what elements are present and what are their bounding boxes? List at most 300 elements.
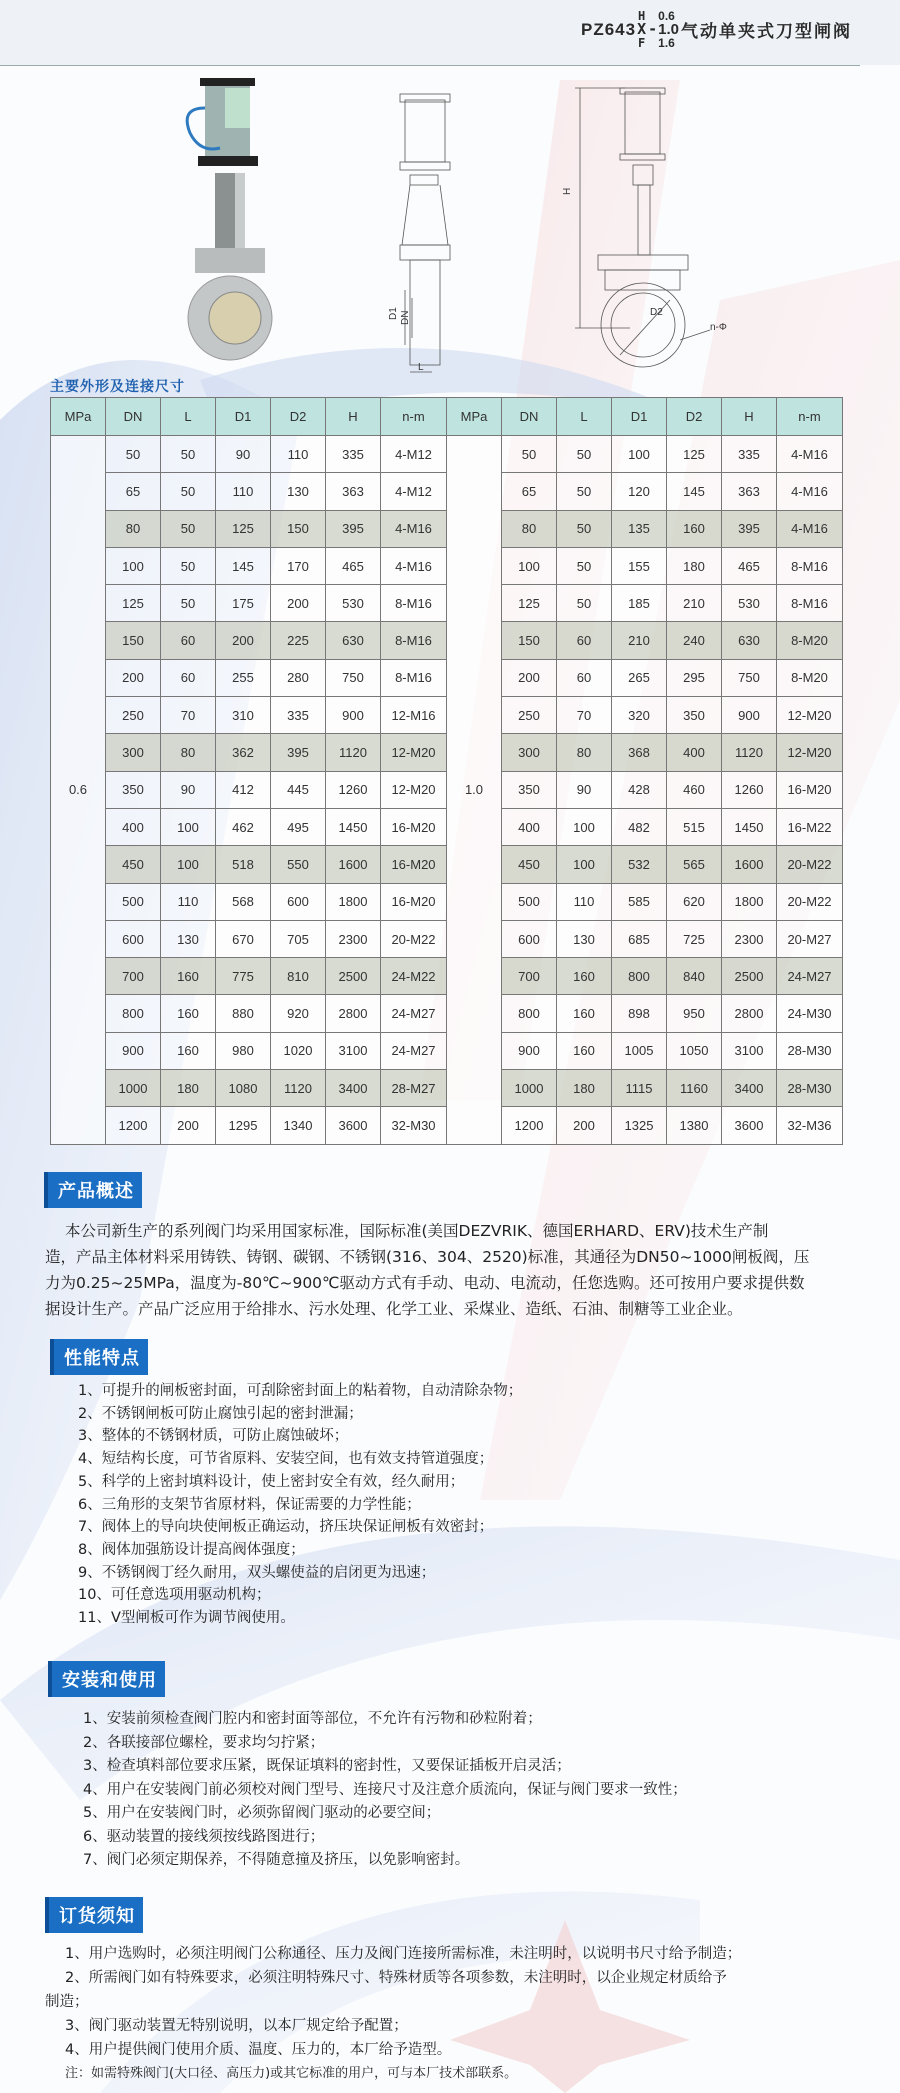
cell-n-m: 8-M20: [777, 622, 843, 659]
connection-type-stack: [637, 10, 646, 49]
cell-h: 900: [722, 697, 777, 734]
overview-line: 据设计生产。产品广泛应用于给排水、污水处理、化学工业、采煤业、造纸、石油、制糖等工业企业。: [45, 1300, 743, 1318]
model-prefix: PZ643: [580, 19, 637, 39]
cell-h: 335: [326, 436, 381, 473]
cell-l: 50: [161, 510, 216, 547]
cell-l: 50: [161, 473, 216, 510]
cell-l: 80: [161, 734, 216, 771]
cell-h: 630: [722, 622, 777, 659]
cell-n-m: 24-M27: [381, 995, 447, 1032]
cell-d2: 495: [271, 808, 326, 845]
cell-n-m: 20-M22: [777, 846, 843, 883]
cell-n-m: 16-M20: [777, 771, 843, 808]
cell-l: 100: [161, 846, 216, 883]
cell-n-m: 12-M20: [777, 734, 843, 771]
cell-dn: 300: [502, 734, 557, 771]
cell-dn: 600: [106, 920, 161, 957]
cell-d1: 800: [612, 958, 667, 995]
feature-item: 6、三角形的支架节省原材料，保证需要的力学性能；: [78, 1496, 421, 1513]
cell-dn: 250: [106, 697, 161, 734]
installation-item: 4、用户在安装阀门前必须校对阀门型号、连接尺寸及注意介质流向，保证与阀门要求一致性；: [83, 1781, 687, 1798]
cell-h: 1800: [722, 883, 777, 920]
cell-d2: 395: [271, 734, 326, 771]
cell-l: 50: [161, 547, 216, 584]
ordering-item: 制造；: [45, 1994, 89, 2010]
cell-dn: 65: [106, 473, 161, 510]
cell-d1: 135: [612, 510, 667, 547]
cell-d2: 180: [667, 547, 722, 584]
installation-item: 1、安装前须检查阀门腔内和密封面等部位，不允许有污物和砂粒附着；: [83, 1711, 542, 1727]
cell-d1: 200: [216, 622, 271, 659]
cell-d1: 1115: [612, 1070, 667, 1107]
cell-n-m: 12-M20: [777, 697, 843, 734]
cell-h: 1450: [722, 808, 777, 845]
cell-n-m: 16-M22: [777, 808, 843, 845]
cell-d1: 775: [216, 958, 271, 995]
cell-l: 60: [557, 659, 612, 696]
cell-h: 3400: [326, 1070, 381, 1107]
cell-n-m: 4-M16: [777, 473, 843, 510]
cell-l: 50: [557, 510, 612, 547]
cell-dn: 1000: [502, 1070, 557, 1107]
cell-n-m: 16-M20: [381, 846, 447, 883]
cell-n-m: 8-M16: [381, 659, 447, 696]
cell-d1: 362: [216, 734, 271, 771]
cell-d1: 310: [216, 697, 271, 734]
cell-h: 3600: [326, 1107, 381, 1144]
cell-dn: 800: [106, 995, 161, 1032]
cell-l: 160: [161, 995, 216, 1032]
cell-n-m: 32-M36: [777, 1107, 843, 1144]
cell-h: 2800: [722, 995, 777, 1032]
column-header-n-m: n-m: [777, 398, 843, 436]
cell-l: 160: [161, 958, 216, 995]
side-section-drawing: [370, 80, 480, 380]
cell-d1: 110: [216, 473, 271, 510]
cell-d2: 550: [271, 846, 326, 883]
cell-n-m: 24-M27: [777, 958, 843, 995]
cell-d1: 980: [216, 1032, 271, 1069]
cell-d2: 705: [271, 920, 326, 957]
cell-dn: 200: [106, 659, 161, 696]
installation-item: 2、各联接部位螺栓，要求均匀拧紧；: [83, 1734, 325, 1751]
cell-dn: 150: [106, 622, 161, 659]
cell-h: 1450: [326, 808, 381, 845]
feature-item: 8、阀体加强筋设计提高阀体强度；: [78, 1541, 305, 1558]
cell-d2: 200: [271, 585, 326, 622]
cell-l: 90: [557, 771, 612, 808]
column-header-d2: D2: [667, 398, 722, 436]
valve-photo: [180, 78, 280, 373]
cell-dn: 50: [502, 436, 557, 473]
label-dn: DN: [400, 310, 411, 325]
column-header-l: L: [161, 398, 216, 436]
cell-d2: 280: [271, 659, 326, 696]
dimensions-table: [50, 397, 843, 1145]
column-header-d1: D1: [216, 398, 271, 436]
cell-d1: 368: [612, 734, 667, 771]
cell-dn: 100: [106, 547, 161, 584]
cell-d2: 350: [667, 697, 722, 734]
cell-n-m: 8-M16: [381, 585, 447, 622]
cell-h: 1120: [326, 734, 381, 771]
cell-d2: 170: [271, 547, 326, 584]
column-header-dn: DN: [502, 398, 557, 436]
cell-dn: 50: [106, 436, 161, 473]
cell-n-m: 20-M22: [777, 883, 843, 920]
cell-n-m: 8-M16: [381, 622, 447, 659]
cell-dn: 900: [502, 1032, 557, 1069]
cell-d1: 1295: [216, 1107, 271, 1144]
cell-d2: 920: [271, 995, 326, 1032]
cell-dn: 80: [502, 510, 557, 547]
column-header-d2: D2: [271, 398, 326, 436]
cell-n-m: 20-M27: [777, 920, 843, 957]
cell-n-m: 8-M16: [777, 547, 843, 584]
cell-d2: 1020: [271, 1032, 326, 1069]
cell-n-m: 16-M20: [381, 808, 447, 845]
cell-dn: 100: [502, 547, 557, 584]
cell-n-m: 28-M30: [777, 1032, 843, 1069]
label-n-phi: n-Φ: [710, 322, 727, 333]
product-title: [581, 10, 852, 49]
cell-d2: 145: [667, 473, 722, 510]
feature-item: 10、可任意选项用驱动机构；: [78, 1587, 271, 1604]
cell-dn: 900: [106, 1032, 161, 1069]
cell-h: 2500: [722, 958, 777, 995]
cell-h: 465: [326, 547, 381, 584]
cell-dn: 1000: [106, 1070, 161, 1107]
cell-d1: 90: [216, 436, 271, 473]
cell-h: 530: [326, 585, 381, 622]
ordering-note: 注：如需特殊阀门(大口径、高压力)或其它标准的用户，可与本厂技术部联系。: [65, 2066, 518, 2081]
section-title-installation: 安装和使用: [48, 1661, 165, 1697]
pressure-cell: 0.6: [51, 436, 106, 1145]
table-row: [51, 436, 843, 473]
cell-d1: 265: [612, 659, 667, 696]
cell-d1: 125: [216, 510, 271, 547]
cell-l: 200: [161, 1107, 216, 1144]
pressure-1-0: 1.0: [658, 21, 679, 38]
cell-l: 100: [557, 808, 612, 845]
cell-d2: 150: [271, 510, 326, 547]
cell-n-m: 24-M22: [381, 958, 447, 995]
cell-dn: 500: [106, 883, 161, 920]
cell-dn: 125: [106, 585, 161, 622]
cell-n-m: 20-M22: [381, 920, 447, 957]
cell-d1: 532: [612, 846, 667, 883]
cell-dn: 350: [106, 771, 161, 808]
cell-d2: 295: [667, 659, 722, 696]
cell-d2: 125: [667, 436, 722, 473]
cell-l: 60: [557, 622, 612, 659]
cell-n-m: 32-M30: [381, 1107, 447, 1144]
cell-d2: 840: [667, 958, 722, 995]
cell-dn: 700: [502, 958, 557, 995]
front-view-drawing: [560, 80, 760, 380]
cell-d1: 175: [216, 585, 271, 622]
section-title-features: 性能特点: [50, 1339, 148, 1375]
cell-h: 1260: [722, 771, 777, 808]
cell-l: 100: [161, 808, 216, 845]
cell-h: 1600: [722, 846, 777, 883]
column-header-dn: DN: [106, 398, 161, 436]
feature-item: 7、阀体上的导向块使闸板正确运动，挤压块保证闸板有效密封；: [78, 1519, 494, 1536]
cell-h: 1260: [326, 771, 381, 808]
cell-d2: 950: [667, 995, 722, 1032]
cell-dn: 1200: [106, 1107, 161, 1144]
cell-h: 1120: [722, 734, 777, 771]
section-title-overview: 产品概述: [44, 1172, 142, 1208]
label-h: H: [562, 187, 573, 195]
cell-l: 160: [557, 958, 612, 995]
cell-n-m: 28-M30: [777, 1070, 843, 1107]
cell-d1: 1080: [216, 1070, 271, 1107]
ordering-item: 2、所需阀门如有特殊要求，必须注明特殊尺寸、特殊材质等各项参数，未注明时，以企业规定材质给予: [65, 1970, 727, 1986]
cell-dn: 400: [106, 808, 161, 845]
feature-item: 5、科学的上密封填料设计，使上密封安全有效，经久耐用；: [78, 1473, 465, 1490]
cell-d1: 482: [612, 808, 667, 845]
dash-stack: [648, 10, 657, 49]
column-header-l: L: [557, 398, 612, 436]
cell-d1: 320: [612, 697, 667, 734]
cell-h: 3100: [326, 1032, 381, 1069]
cell-d1: 880: [216, 995, 271, 1032]
label-d1: D1: [388, 307, 399, 320]
label-d2: D2: [650, 307, 663, 318]
features-list: [78, 1380, 522, 1630]
cell-h: 750: [326, 659, 381, 696]
cell-l: 160: [557, 995, 612, 1032]
cell-d2: 445: [271, 771, 326, 808]
cell-dn: 600: [502, 920, 557, 957]
cell-d1: 462: [216, 808, 271, 845]
ordering-item: 3、阀门驱动装置无特别说明，以本厂规定给予配置；: [65, 2018, 408, 2034]
cell-h: 2500: [326, 958, 381, 995]
cell-l: 200: [557, 1107, 612, 1144]
feature-item: 3、整体的不锈钢材质，可防止腐蚀破坏；: [78, 1428, 349, 1445]
title-divider: [0, 65, 860, 66]
cell-h: 3600: [722, 1107, 777, 1144]
feature-item: 1、可提升的闸板密封面，可刮除密封面上的粘着物，自动清除杂物；: [78, 1383, 523, 1399]
cell-dn: 500: [502, 883, 557, 920]
cell-n-m: 8-M20: [777, 659, 843, 696]
section-title-ordering: 订货须知: [45, 1897, 143, 1933]
cell-d2: 335: [271, 697, 326, 734]
installation-item: 7、阀门必须定期保养，不得随意撞及挤压，以免影响密封。: [83, 1852, 470, 1868]
cell-n-m: 12-M20: [381, 771, 447, 808]
cell-dn: 80: [106, 510, 161, 547]
cell-d1: 185: [612, 585, 667, 622]
cell-n-m: 24-M27: [381, 1032, 447, 1069]
cell-d1: 518: [216, 846, 271, 883]
cell-dn: 65: [502, 473, 557, 510]
cell-d1: 1325: [612, 1107, 667, 1144]
cell-n-m: 28-M27: [381, 1070, 447, 1107]
column-header-h: H: [326, 398, 381, 436]
table-header-row: [51, 398, 843, 436]
connection-x: X: [637, 20, 647, 38]
installation-item: 3、检查填料部位要求压紧，既保证填料的密封性，又要保证插板开启灵活；: [83, 1758, 571, 1774]
cell-h: 2300: [722, 920, 777, 957]
cell-d1: 1005: [612, 1032, 667, 1069]
cell-d1: 685: [612, 920, 667, 957]
cell-d2: 110: [271, 436, 326, 473]
cell-n-m: 4-M16: [381, 547, 447, 584]
column-header-h: H: [722, 398, 777, 436]
ordering-list: [45, 1942, 895, 2086]
cell-n-m: 4-M16: [381, 510, 447, 547]
cell-l: 70: [161, 697, 216, 734]
column-header-mpa: MPa: [51, 398, 106, 436]
cell-h: 750: [722, 659, 777, 696]
feature-item: 4、短结构长度，可节省原料、安装空间，也有效支持管道强度；: [78, 1451, 494, 1468]
cell-n-m: 4-M12: [381, 473, 447, 510]
cell-dn: 200: [502, 659, 557, 696]
cell-dn: 150: [502, 622, 557, 659]
column-header-d1: D1: [612, 398, 667, 436]
installation-list: [83, 1708, 687, 1873]
cell-d2: 620: [667, 883, 722, 920]
cell-h: 335: [722, 436, 777, 473]
cell-d2: 565: [667, 846, 722, 883]
cell-h: 900: [326, 697, 381, 734]
cell-d1: 210: [612, 622, 667, 659]
cell-d1: 255: [216, 659, 271, 696]
cell-h: 3400: [722, 1070, 777, 1107]
ordering-item: 1、用户选购时，必须注明阀门公称通径、压力及阀门连接所需标准，未注明时，以说明书尺寸给予制造；: [65, 1946, 742, 1962]
ordering-item: 4、用户提供阀门使用介质、温度、压力的，本厂给予造型。: [65, 2042, 452, 2058]
cell-l: 50: [557, 547, 612, 584]
cell-h: 2800: [326, 995, 381, 1032]
cell-n-m: 12-M20: [381, 734, 447, 771]
cell-n-m: 24-M30: [777, 995, 843, 1032]
cell-d1: 585: [612, 883, 667, 920]
cell-l: 50: [557, 436, 612, 473]
cell-d2: 1340: [271, 1107, 326, 1144]
pressure-0-6: 0.6: [658, 9, 675, 23]
cell-dn: 400: [502, 808, 557, 845]
cell-n-m: 16-M20: [381, 883, 447, 920]
cell-l: 50: [557, 473, 612, 510]
cell-d2: 460: [667, 771, 722, 808]
cell-dn: 800: [502, 995, 557, 1032]
cell-l: 60: [161, 659, 216, 696]
cell-dn: 1200: [502, 1107, 557, 1144]
cell-dn: 250: [502, 697, 557, 734]
installation-item: 6、驱动装置的接线须按线路图进行；: [83, 1828, 325, 1845]
cell-dn: 450: [502, 846, 557, 883]
cell-d2: 400: [667, 734, 722, 771]
cell-h: 530: [722, 585, 777, 622]
cell-l: 90: [161, 771, 216, 808]
cell-d2: 1380: [667, 1107, 722, 1144]
label-l: L: [418, 362, 424, 373]
cell-dn: 350: [502, 771, 557, 808]
cell-dn: 450: [106, 846, 161, 883]
cell-d2: 725: [667, 920, 722, 957]
cell-d2: 1120: [271, 1070, 326, 1107]
cell-l: 180: [161, 1070, 216, 1107]
cell-l: 50: [557, 585, 612, 622]
cell-n-m: 4-M16: [777, 510, 843, 547]
cell-d2: 600: [271, 883, 326, 920]
cell-d2: 810: [271, 958, 326, 995]
overview-line: 本公司新生产的系列阀门均采用国家标准，国际标准(美国DEZVRIK、德国ERHARD、ERV)技术生产制: [65, 1222, 769, 1240]
cell-l: 160: [161, 1032, 216, 1069]
cell-d2: 1160: [667, 1070, 722, 1107]
cell-h: 630: [326, 622, 381, 659]
feature-item: 9、不锈钢阀丁经久耐用，双头螺使益的启闭更为迅速；: [78, 1564, 436, 1581]
cell-d1: 568: [216, 883, 271, 920]
cell-d1: 898: [612, 995, 667, 1032]
cell-l: 130: [161, 920, 216, 957]
cell-l: 50: [161, 436, 216, 473]
cell-dn: 125: [502, 585, 557, 622]
cell-dn: 700: [106, 958, 161, 995]
cell-d2: 515: [667, 808, 722, 845]
cell-h: 2300: [326, 920, 381, 957]
cell-h: 1800: [326, 883, 381, 920]
overview-paragraph: [45, 1218, 875, 1322]
feature-item: 2、不锈钢闸板可防止腐蚀引起的密封泄漏；: [78, 1405, 363, 1422]
connection-f: F: [637, 36, 646, 50]
pressure-cell: 1.0: [447, 436, 502, 1145]
cell-d2: 1050: [667, 1032, 722, 1069]
installation-item: 5、用户在安装阀门时，必须弥留阀门驱动的必要空间；: [83, 1805, 441, 1821]
cell-l: 70: [557, 697, 612, 734]
cell-h: 3100: [722, 1032, 777, 1069]
cell-d2: 130: [271, 473, 326, 510]
cell-n-m: 4-M16: [777, 436, 843, 473]
cell-l: 60: [161, 622, 216, 659]
connection-h: H: [637, 9, 646, 23]
overview-line: 造，产品主体材料采用铸铁、铸钢、碳钢、不锈钢(316、304、2520)标准，其通径为DN50~1000闸板阀，压: [45, 1248, 810, 1266]
cell-l: 110: [161, 883, 216, 920]
cell-h: 1600: [326, 846, 381, 883]
cell-h: 395: [722, 510, 777, 547]
cell-d2: 160: [667, 510, 722, 547]
dimensions-caption: 主要外形及连接尺寸: [50, 379, 185, 395]
cell-l: 110: [557, 883, 612, 920]
cell-d1: 155: [612, 547, 667, 584]
cell-d2: 240: [667, 622, 722, 659]
cell-d1: 145: [216, 547, 271, 584]
cell-d2: 210: [667, 585, 722, 622]
column-header-mpa: MPa: [447, 398, 502, 436]
cell-h: 363: [326, 473, 381, 510]
cell-l: 130: [557, 920, 612, 957]
overview-line: 力为0.25~25MPa，温度为-80℃~900℃驱动方式有手动、电动、电流动，任您选购。还可按用户要求提供数: [45, 1274, 805, 1292]
product-name: 气动单夹式刀型闸阀: [681, 22, 852, 42]
cell-d2: 225: [271, 622, 326, 659]
pressure-1-6: 1.6: [658, 36, 675, 50]
cell-l: 180: [557, 1070, 612, 1107]
cell-d1: 428: [612, 771, 667, 808]
cell-n-m: 12-M16: [381, 697, 447, 734]
cell-dn: 300: [106, 734, 161, 771]
cell-n-m: 4-M12: [381, 436, 447, 473]
feature-item: 11、V型闸板可作为调节阀使用。: [78, 1610, 295, 1627]
cell-d1: 100: [612, 436, 667, 473]
cell-l: 160: [557, 1032, 612, 1069]
cell-h: 465: [722, 547, 777, 584]
cell-d1: 412: [216, 771, 271, 808]
cell-h: 395: [326, 510, 381, 547]
cell-h: 363: [722, 473, 777, 510]
cell-l: 50: [161, 585, 216, 622]
pressure-stack: [658, 10, 679, 49]
